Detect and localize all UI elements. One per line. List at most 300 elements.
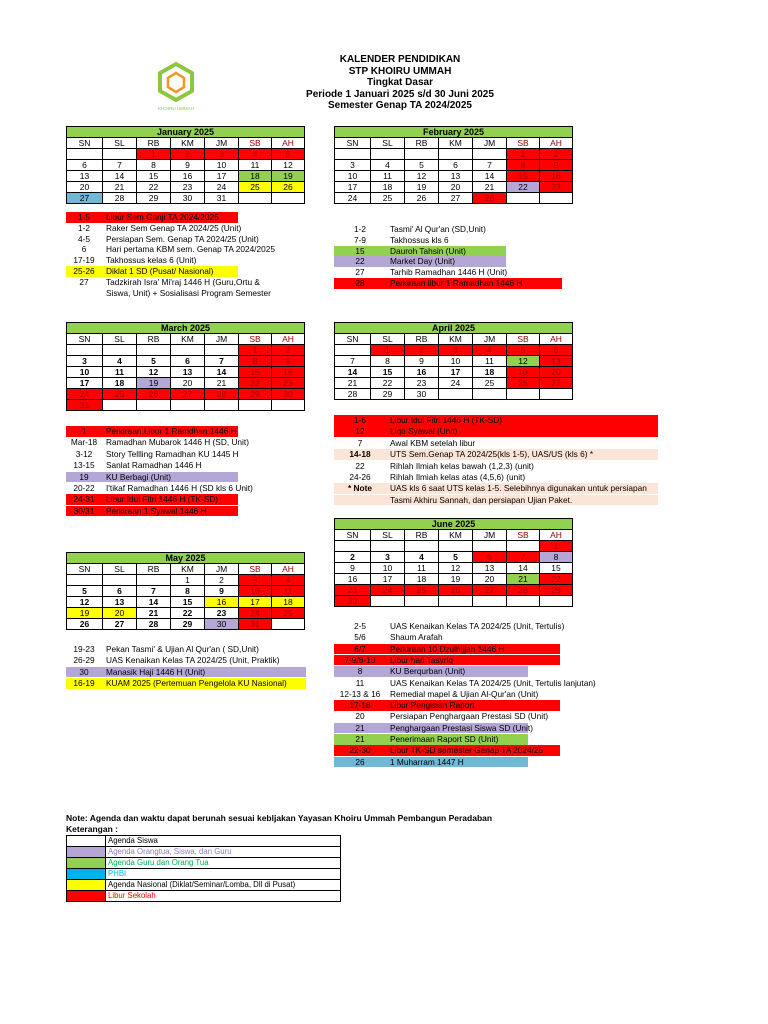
day-cell bbox=[371, 149, 405, 160]
day-header: KM bbox=[439, 334, 473, 345]
day-cell: 12 bbox=[67, 597, 103, 608]
day-header: JM bbox=[473, 530, 507, 541]
day-cell: 9 bbox=[335, 563, 371, 574]
event-date: 17-18 bbox=[349, 700, 371, 711]
legend-label: Agenda Nasional (Diklat/Seminar/Lomba, Dll di Pusat) bbox=[106, 880, 341, 891]
day-cell: 2 bbox=[205, 575, 239, 586]
header-line-2: STP KHOIRU UMMAH bbox=[348, 65, 452, 77]
day-cell: 6 bbox=[540, 345, 573, 356]
day-cell bbox=[171, 345, 205, 356]
month-title: March 2025 bbox=[67, 323, 305, 334]
event-item bbox=[334, 235, 562, 246]
day-cell bbox=[405, 541, 439, 552]
event-date: 19-23 bbox=[73, 644, 95, 654]
event-text: Tasmi' Al Qur'an (SD,Unit) bbox=[390, 224, 486, 234]
event-item bbox=[66, 266, 238, 277]
note-text: Note: Agenda dan waktu dapat berunah sesuai kebljakan Yayasan Khoiru Ummah Pembangun Peradaban bbox=[66, 813, 493, 823]
legend-swatch bbox=[67, 836, 106, 847]
day-cell: 30 bbox=[335, 596, 371, 607]
day-header: SL bbox=[103, 138, 137, 149]
day-cell: 8 bbox=[540, 552, 573, 563]
day-cell: 24 bbox=[439, 378, 473, 389]
day-cell: 8 bbox=[239, 356, 272, 367]
day-cell: 1 bbox=[137, 149, 171, 160]
day-cell bbox=[272, 400, 305, 411]
event-text: Tadzkirah Isra' Mi'raj 1446 H (Guru,Ortu & bbox=[106, 276, 260, 287]
day-cell: 5 bbox=[507, 345, 540, 356]
header-line-1: KALENDER PENDIDIKAN bbox=[339, 54, 461, 65]
day-header: AH bbox=[272, 564, 305, 575]
day-cell: 13 bbox=[540, 356, 573, 367]
day-cell: 23 bbox=[335, 585, 371, 596]
day-header: SN bbox=[67, 564, 103, 575]
day-cell: 18 bbox=[473, 367, 507, 378]
day-header: KM bbox=[439, 530, 473, 541]
day-cell: 19 bbox=[67, 608, 103, 619]
day-cell: 14 bbox=[103, 171, 137, 182]
event-date: 5/6 bbox=[354, 632, 366, 643]
event-item bbox=[66, 222, 242, 234]
event-date: 27 bbox=[355, 267, 365, 278]
day-header: SN bbox=[67, 138, 103, 149]
day-cell: 3 bbox=[371, 552, 405, 563]
day-cell: 10 bbox=[67, 367, 103, 378]
day-cell: 15 bbox=[507, 171, 540, 182]
day-cell: 11 bbox=[473, 356, 507, 367]
day-cell: 25 bbox=[239, 182, 272, 193]
event-date: 21 bbox=[355, 722, 365, 733]
legend-row bbox=[67, 869, 341, 880]
day-cell: 30 bbox=[171, 193, 205, 204]
event-item bbox=[334, 438, 658, 449]
day-cell: 25 bbox=[272, 608, 305, 619]
day-cell: 13 bbox=[439, 171, 473, 182]
day-cell: 9 bbox=[272, 356, 305, 367]
event-item bbox=[66, 460, 238, 471]
day-cell: 17 bbox=[439, 367, 473, 378]
day-cell: 29 bbox=[371, 389, 405, 400]
event-text: Libur Idul Fitri 1446 H (TK-SD) bbox=[106, 494, 219, 505]
day-cell bbox=[439, 541, 473, 552]
event-text: Perkiraan libur 1 Ramadhan 1446 H bbox=[390, 278, 523, 288]
day-cell: 4 bbox=[272, 575, 305, 586]
event-item bbox=[66, 655, 306, 666]
event-date: 17-19 bbox=[73, 255, 95, 266]
day-cell bbox=[205, 400, 239, 411]
event-text: Liqo Syawal (Unit) bbox=[390, 426, 458, 437]
day-cell: 4 bbox=[239, 149, 272, 160]
day-cell: 4 bbox=[371, 160, 405, 171]
day-cell: 6 bbox=[171, 356, 205, 367]
day-cell: 11 bbox=[239, 160, 272, 171]
day-cell: 6 bbox=[473, 552, 507, 563]
event-item bbox=[334, 700, 560, 711]
day-cell: 11 bbox=[405, 563, 439, 574]
day-cell: 3 bbox=[335, 160, 371, 171]
event-text: UAS Kenaikan Kelas TA 2024/25 (Unit, Praktik) bbox=[106, 655, 280, 666]
event-text: UAS Kenaikan Kelas TA 2024/25 (Unit, Tertulis) bbox=[390, 621, 565, 631]
day-cell: 3 bbox=[205, 149, 239, 160]
event-item bbox=[334, 632, 560, 643]
day-cell: 16 bbox=[205, 597, 239, 608]
day-cell bbox=[540, 193, 573, 204]
event-date: 24-26 bbox=[349, 472, 371, 482]
day-header: SB bbox=[507, 334, 540, 345]
day-cell: 14 bbox=[205, 367, 239, 378]
event-item bbox=[334, 666, 560, 677]
day-cell: 12 bbox=[507, 356, 540, 367]
day-cell: 2 bbox=[540, 149, 573, 160]
event-item bbox=[334, 449, 658, 460]
day-cell: 24 bbox=[335, 193, 371, 204]
day-cell: 1 bbox=[239, 345, 272, 356]
day-cell bbox=[67, 345, 103, 356]
day-cell: 15 bbox=[540, 563, 573, 574]
event-date: 6 bbox=[81, 244, 87, 255]
day-cell bbox=[507, 541, 540, 552]
day-cell: 21 bbox=[137, 608, 171, 619]
event-text: Dauroh Tahsin (Unit) bbox=[390, 245, 466, 256]
event-text: Market Day (Unit) bbox=[390, 256, 456, 267]
day-cell bbox=[371, 596, 405, 607]
event-text: Story Tellling Ramadhan KU 1445 H bbox=[106, 448, 239, 459]
day-header: KM bbox=[439, 138, 473, 149]
day-cell: 1 bbox=[371, 345, 405, 356]
day-cell: 10 bbox=[239, 586, 272, 597]
event-text: Perkiraan 1 Syawal 1446 H bbox=[106, 505, 207, 516]
event-date: 30/31 bbox=[73, 505, 95, 516]
day-header: SB bbox=[507, 530, 540, 541]
day-cell bbox=[540, 596, 573, 607]
day-cell: 11 bbox=[371, 171, 405, 182]
day-cell: 20 bbox=[439, 182, 473, 193]
event-date: 27 bbox=[79, 276, 89, 287]
day-cell: 16 bbox=[540, 171, 573, 182]
day-header: AH bbox=[540, 138, 573, 149]
event-item bbox=[334, 267, 562, 278]
event-date: 3-12 bbox=[75, 448, 93, 459]
day-cell bbox=[137, 575, 171, 586]
event-text: I'tikaf Ramadhan 1446 H (SD kls 6 Unit) bbox=[106, 483, 253, 493]
day-cell bbox=[439, 596, 473, 607]
event-item bbox=[334, 278, 562, 289]
event-item bbox=[66, 255, 238, 266]
day-cell: 29 bbox=[239, 389, 272, 400]
day-header: RB bbox=[137, 138, 171, 149]
day-cell: 3 bbox=[67, 356, 103, 367]
event-text: Ramadhan Mubarok 1446 H (SD, Unit) bbox=[106, 437, 249, 448]
day-cell: 6 bbox=[439, 160, 473, 171]
event-date: 1-6 bbox=[354, 415, 366, 425]
event-item bbox=[66, 678, 306, 689]
day-cell: 31 bbox=[67, 400, 103, 411]
day-cell: 20 bbox=[171, 378, 205, 389]
event-text: UTS Sem.Genap TA 2024/25(kls 1-5), UAS/US (kls 6) * bbox=[390, 449, 594, 460]
event-text: Rihlah Ilmiah kelas atas (4,5,6) (unit) bbox=[390, 472, 526, 482]
event-date: 11 bbox=[355, 677, 365, 688]
event-item bbox=[334, 426, 658, 437]
day-cell: 19 bbox=[507, 367, 540, 378]
day-header: SL bbox=[371, 334, 405, 345]
event-date: 26-29 bbox=[73, 655, 95, 666]
day-cell: 10 bbox=[335, 171, 371, 182]
legend-label: Agenda Guru dan Orang Tua bbox=[106, 858, 341, 869]
legend-label: Agenda Orangtua, Siswa, dan Guru bbox=[106, 847, 341, 858]
footnote bbox=[66, 813, 492, 835]
event-text: Takhossus kelas 6 (Unit) bbox=[106, 255, 197, 266]
day-cell: 22 bbox=[137, 182, 171, 193]
day-cell: 25 bbox=[371, 193, 405, 204]
header-line-3: Tingkat Dasar bbox=[367, 77, 433, 88]
event-text: Perkiraan Libur 1 Ramdhan 1446 H bbox=[106, 426, 237, 436]
day-cell: 17 bbox=[371, 574, 405, 585]
legend-row bbox=[67, 836, 341, 847]
day-cell: 12 bbox=[137, 367, 171, 378]
event-item bbox=[334, 723, 560, 734]
day-cell: 17 bbox=[67, 378, 103, 389]
day-cell bbox=[507, 193, 540, 204]
event-text: Libur Pengisian Raport bbox=[390, 700, 475, 711]
event-date: 1 bbox=[81, 426, 87, 436]
day-cell: 7 bbox=[137, 586, 171, 597]
day-cell: 29 bbox=[540, 585, 573, 596]
event-date: 21 bbox=[355, 734, 365, 744]
day-cell: 9 bbox=[205, 586, 239, 597]
day-cell: 12 bbox=[272, 160, 305, 171]
month-title: June 2025 bbox=[335, 519, 573, 530]
event-item bbox=[334, 256, 562, 267]
day-cell bbox=[540, 389, 573, 400]
month-title: January 2025 bbox=[67, 127, 305, 138]
day-cell: 6 bbox=[67, 160, 103, 171]
event-date: 19 bbox=[79, 471, 89, 482]
day-cell: 18 bbox=[103, 378, 137, 389]
day-cell bbox=[272, 193, 305, 204]
day-cell: 8 bbox=[137, 160, 171, 171]
day-cell bbox=[335, 541, 371, 552]
event-date: 1-5 bbox=[78, 212, 90, 222]
day-header: SL bbox=[103, 564, 137, 575]
calendar-jan bbox=[66, 126, 305, 204]
day-cell: 28 bbox=[335, 389, 371, 400]
event-text: Tarhib Ramadhan 1446 H (Unit) bbox=[390, 267, 508, 278]
day-cell: 31 bbox=[239, 619, 272, 630]
day-cell: 17 bbox=[239, 597, 272, 608]
school-logo bbox=[148, 60, 204, 114]
day-cell: 2 bbox=[171, 149, 205, 160]
event-item bbox=[334, 757, 560, 768]
day-cell: 27 bbox=[540, 378, 573, 389]
day-cell: 14 bbox=[137, 597, 171, 608]
legend-swatch bbox=[67, 891, 106, 902]
day-cell: 2 bbox=[335, 552, 371, 563]
day-cell: 14 bbox=[473, 171, 507, 182]
event-item bbox=[66, 426, 238, 437]
day-cell: 1 bbox=[540, 541, 573, 552]
day-cell: 10 bbox=[205, 160, 239, 171]
day-cell: 27 bbox=[67, 193, 103, 204]
event-item bbox=[66, 212, 238, 223]
day-cell: 26 bbox=[507, 378, 540, 389]
day-cell: 12 bbox=[405, 171, 439, 182]
event-item bbox=[334, 644, 560, 655]
event-date: 26 bbox=[355, 756, 365, 767]
legend-label: Libur Sekolah bbox=[106, 891, 341, 902]
event-date: Mar-18 bbox=[70, 437, 98, 448]
day-cell: 30 bbox=[272, 389, 305, 400]
day-cell: 5 bbox=[272, 149, 305, 160]
event-text: Perkiraan 10 Dzulhijjah 1446 H bbox=[390, 643, 505, 654]
day-cell bbox=[67, 149, 103, 160]
event-date: 22 bbox=[355, 460, 365, 471]
day-cell: 20 bbox=[540, 367, 573, 378]
legend-label: PHBI bbox=[106, 869, 341, 880]
day-header: SB bbox=[239, 138, 272, 149]
legend-swatch bbox=[67, 858, 106, 869]
day-cell: 28 bbox=[507, 585, 540, 596]
day-cell: 7 bbox=[507, 552, 540, 563]
event-text: Rihlah Ilmiah kelas bawah (1,2,3) (unit) bbox=[390, 460, 534, 471]
event-date: 1-2 bbox=[78, 222, 90, 233]
legend-row bbox=[67, 880, 341, 891]
legend-row bbox=[67, 858, 341, 869]
day-cell: 7 bbox=[103, 160, 137, 171]
day-cell: 24 bbox=[67, 389, 103, 400]
day-cell: 29 bbox=[171, 619, 205, 630]
day-cell: 7 bbox=[335, 356, 371, 367]
event-text: Diklat 1 SD (Pusat/ Nasional) bbox=[106, 266, 214, 276]
event-date: 28 bbox=[355, 278, 365, 288]
day-cell bbox=[239, 193, 272, 204]
day-cell: 25 bbox=[103, 389, 137, 400]
day-header: SL bbox=[371, 138, 405, 149]
day-cell: 22 bbox=[239, 378, 272, 389]
day-cell: 4 bbox=[405, 552, 439, 563]
day-cell: 20 bbox=[473, 574, 507, 585]
day-header: AH bbox=[540, 334, 573, 345]
day-header: JM bbox=[473, 138, 507, 149]
event-date: 22-30 bbox=[349, 745, 371, 756]
day-cell: 13 bbox=[473, 563, 507, 574]
day-cell: 26 bbox=[439, 585, 473, 596]
day-cell: 27 bbox=[439, 193, 473, 204]
event-text: Tasmi Akhiru Sannah, dan persiapan Ujian Paket. bbox=[390, 494, 573, 505]
event-date: 2-5 bbox=[354, 621, 366, 631]
event-date: 25-26 bbox=[73, 266, 95, 276]
event-date: 1-2 bbox=[354, 224, 366, 234]
day-cell: 19 bbox=[439, 574, 473, 585]
day-cell: 13 bbox=[67, 171, 103, 182]
day-header: SN bbox=[335, 334, 371, 345]
day-cell: 23 bbox=[272, 378, 305, 389]
day-cell: 18 bbox=[371, 182, 405, 193]
legend-row bbox=[67, 847, 341, 858]
day-cell: 21 bbox=[507, 574, 540, 585]
event-item bbox=[334, 734, 560, 745]
day-cell: 9 bbox=[540, 160, 573, 171]
event-item bbox=[334, 677, 596, 689]
day-cell: 5 bbox=[405, 160, 439, 171]
event-item bbox=[66, 276, 260, 288]
event-date: 12 bbox=[355, 426, 365, 437]
keterangan-label: Keterangan : bbox=[66, 824, 118, 834]
day-header: SB bbox=[507, 138, 540, 149]
day-cell: 18 bbox=[239, 171, 272, 182]
day-cell: 28 bbox=[205, 389, 239, 400]
event-date: 30 bbox=[79, 666, 89, 677]
day-cell: 7 bbox=[473, 160, 507, 171]
day-header: KM bbox=[171, 564, 205, 575]
event-item bbox=[66, 449, 238, 460]
day-cell: 20 bbox=[103, 608, 137, 619]
event-item bbox=[334, 621, 565, 632]
event-text: KU Berqurban (Unit) bbox=[390, 666, 466, 677]
day-cell: 22 bbox=[507, 182, 540, 193]
day-cell: 2 bbox=[272, 345, 305, 356]
calendar-feb bbox=[334, 126, 573, 204]
day-cell bbox=[103, 345, 137, 356]
day-cell: 15 bbox=[371, 367, 405, 378]
event-text: Pekan Tasmi' & Ujian Al Qur'an ( SD,Unit) bbox=[106, 644, 259, 654]
event-date: * Note bbox=[348, 483, 372, 494]
day-cell bbox=[137, 345, 171, 356]
day-cell bbox=[371, 541, 405, 552]
legend-row bbox=[67, 891, 341, 902]
event-date: 12-13 & 16 bbox=[339, 688, 381, 699]
day-cell: 8 bbox=[507, 160, 540, 171]
day-cell: 26 bbox=[272, 182, 305, 193]
event-text: Raker Sem Genap TA 2024/25 (Unit) bbox=[106, 222, 242, 233]
event-date: 4-5 bbox=[78, 233, 90, 244]
event-text: UAS Kenaikan Kelas TA 2024/25 (Unit, Tertulis lanjutan) bbox=[390, 677, 596, 688]
event-item bbox=[334, 655, 560, 666]
month-title: May 2025 bbox=[67, 553, 305, 564]
day-cell: 28 bbox=[137, 619, 171, 630]
event-text: Libur Idul Fitri 1446 H (TK-SD) bbox=[390, 415, 503, 425]
event-item bbox=[66, 472, 238, 483]
event-text: Manasik Haji 1446 H (Unit) bbox=[106, 666, 206, 677]
day-cell: 23 bbox=[405, 378, 439, 389]
event-text: Shaum Arafah bbox=[390, 632, 443, 643]
day-cell: 15 bbox=[137, 171, 171, 182]
day-cell: 10 bbox=[439, 356, 473, 367]
event-text: Takhossus kls 6 bbox=[390, 234, 449, 245]
day-cell bbox=[205, 345, 239, 356]
event-text: Libur hari Tasyriq bbox=[390, 654, 454, 665]
day-cell: 16 bbox=[171, 171, 205, 182]
logo-text: KHOIRU UMMAH bbox=[158, 106, 194, 111]
day-cell: 15 bbox=[171, 597, 205, 608]
day-cell: 11 bbox=[103, 367, 137, 378]
day-cell bbox=[335, 149, 371, 160]
event-item bbox=[334, 483, 658, 494]
day-cell bbox=[171, 400, 205, 411]
day-cell: 1 bbox=[507, 149, 540, 160]
day-cell bbox=[335, 345, 371, 356]
day-cell: 23 bbox=[540, 182, 573, 193]
day-cell: 18 bbox=[405, 574, 439, 585]
day-cell: 8 bbox=[371, 356, 405, 367]
day-header: JM bbox=[205, 138, 239, 149]
day-cell: 19 bbox=[272, 171, 305, 182]
event-date: 7-9/8-10 bbox=[344, 654, 376, 665]
day-header: KM bbox=[171, 138, 205, 149]
calendar-jun bbox=[334, 518, 573, 607]
day-cell: 24 bbox=[371, 585, 405, 596]
day-header: RB bbox=[137, 334, 171, 345]
day-header: JM bbox=[205, 334, 239, 345]
legend-swatch bbox=[67, 869, 106, 880]
